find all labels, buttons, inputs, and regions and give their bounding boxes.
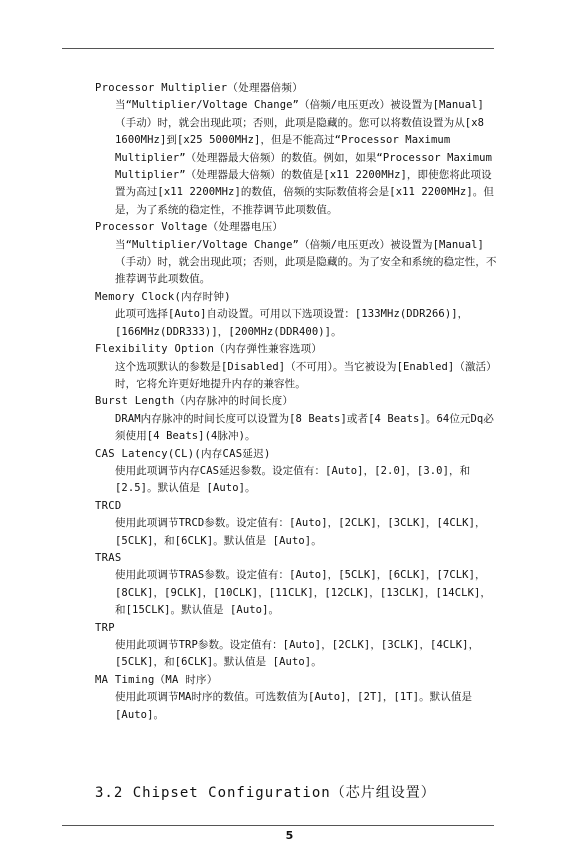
item-description: 使用此项调节TRP参数。设定值有：[Auto]，[2CLK]，[3CLK]，[4CLK]，[5CLK]，和[6CLK]。默认值是 [Auto]。	[115, 639, 480, 669]
item-description: 当“Multiplier/Voltage Change”（倍频/电压更改）被设置为[Manual]（手动）时，就会出现此项；否则，此项是隐藏的。为了安全和系统的稳定性，不推荐调节此项数值。	[115, 238, 497, 286]
item-term: TRP	[95, 621, 115, 634]
item-description: 此项可选择[Auto]自动设置。可用以下选项设置：[133MHz(DDR266)]，[166MHz(DDR333)]，[200MHz(DDR400)]。	[115, 308, 469, 338]
settings-list	[95, 80, 500, 724]
item-term: Burst Length（内存脉冲的时间长度）	[95, 395, 294, 408]
footer-rule	[62, 825, 494, 826]
page-number: 5	[285, 829, 294, 842]
item-term: TRCD	[95, 499, 122, 512]
item-term: Processor Voltage（处理器电压）	[95, 221, 284, 234]
item-term: CAS Latency(CL)(内存CAS延迟)	[95, 447, 271, 460]
header-rule	[62, 48, 494, 49]
item-cas-latency	[95, 446, 500, 498]
item-term: Processor Multiplier（处理器倍频）	[95, 82, 304, 94]
item-burst-length	[95, 393, 500, 445]
item-description: 这个选项默认的参数是[Disabled]（不可用）。当它被设为[Enabled]（激活）时，它将允许更好地提升内存的兼容性。	[115, 360, 497, 390]
item-description: 使用此项调节TRAS参数。设定值有：[Auto]，[5CLK]，[6CLK]，[7CLK]，[8CLK]，[9CLK]，[10CLK]，[11CLK]，[12CLK]，[13CLK]，[14CLK]，和[15CLK]。默认值是 [Auto]。	[115, 569, 492, 617]
item-tras	[95, 550, 500, 620]
item-trcd	[95, 498, 500, 550]
item-term: Flexibility Option（内存弹性兼容选项）	[95, 343, 323, 356]
item-flexibility-option	[95, 341, 500, 393]
item-term: MA Timing（MA 时序）	[95, 673, 218, 686]
item-processor-voltage	[95, 219, 500, 289]
item-trp	[95, 620, 500, 672]
item-description: 使用此项调节内存CAS延迟参数。设定值有：[Auto]，[2.0]，[3.0]，和[2.5]。默认值是 [Auto]。	[115, 464, 471, 495]
item-ma-timing	[95, 672, 500, 724]
item-description: DRAM内存脉冲的时间长度可以设置为[8 Beats]或者[4 Beats]。64位元Dq必须使用[4 Beats](4脉冲)。	[115, 412, 494, 443]
item-term: TRAS	[95, 551, 122, 564]
item-description: 当“Multiplier/Voltage Change”（倍频/电压更改）被设置为[Manual]（手动）时，就会出现此项；否则，此项是隐藏的。您可以将数值设置为从[x8 1600MHz]到[x25 5000MHz]，但是不能高过“Processor Maximum Multiplier”（处理器最大倍频）的数值。例如，如果“Processor Maximum Multiplier”（处理器最大倍频）的数值是[x11 2200MHz]，即使您将此项设置为高过[x11 2200MHz]的数值，倍频的实际数值将会是[x11 2200MHz]。但是，为了系统的稳定性，不推荐调节此项数值。	[115, 99, 494, 216]
item-term: Memory Clock(内存时钟)	[95, 290, 231, 303]
item-description: 使用此项调节TRCD参数。设定值有：[Auto]，[2CLK]，[3CLK]，[4CLK]，[5CLK]，和[6CLK]。默认值是 [Auto]。	[115, 517, 486, 547]
section-heading: 3.2 Chipset Configuration（芯片组设置）	[95, 785, 436, 801]
item-processor-multiplier	[95, 80, 500, 219]
item-memory-clock	[95, 289, 500, 341]
item-description: 使用此项调节MA时序的数值。可选数值为[Auto]，[2T]，[1T]。默认值是 [Auto]。	[115, 691, 473, 721]
